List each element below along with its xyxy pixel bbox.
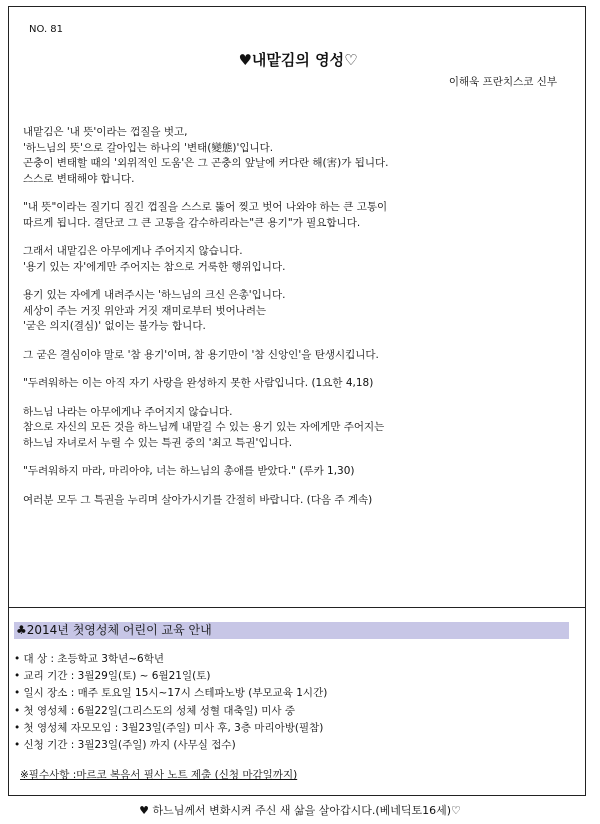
issue-number: NO. 81 bbox=[29, 24, 64, 35]
article-paragraph bbox=[23, 288, 568, 335]
paragraph-line: 내맡김은 '내 뜻'이라는 껍질을 벗고, bbox=[23, 126, 188, 138]
paragraph-line: 여러분 모두 그 특권을 누리며 살아가시기를 간절히 바랍니다. (다음 주 계속) bbox=[23, 493, 373, 506]
notice-item: • 일시 장소 : 매주 토요일 15시~17시 스테파노방 (부모교육 1시간) bbox=[14, 687, 328, 700]
paragraph-line: "내 뜻"이라는 질기디 질긴 껍질을 스스로 뚫어 찢고 벗어 나와야 하는 큰 고통이 bbox=[23, 201, 388, 213]
article-paragraph bbox=[23, 493, 568, 509]
paragraph-line: 참으로 자신의 모든 것을 하느님께 내맡길 수 있는 용기 있는 자에게만 주어지는 bbox=[23, 421, 385, 433]
notice-item: • 대 상 : 초등학교 3학년~6학년 bbox=[14, 653, 165, 665]
article-paragraph bbox=[23, 125, 568, 187]
article-author: 이해욱 프란치스코 신부 bbox=[448, 76, 557, 88]
paragraph-line: 따르게 됩니다. 결단코 그 큰 고통을 감수하리라는"큰 용기"가 필요합니다. bbox=[23, 216, 361, 229]
notice-requirement: ※필수사항 :마르코 복음서 필사 노트 제출 (신청 마감일까지) bbox=[20, 769, 298, 781]
paragraph-line: '하느님의 뜻'으로 갈아입는 하나의 '변태(變態)'입니다. bbox=[23, 141, 274, 154]
paragraph-line: 스스로 변태해야 합니다. bbox=[23, 172, 135, 185]
footer-quote: ♥ 하느님께서 변화시켜 주신 새 삶을 살아갑시다.(베네딕토16세)♡ bbox=[139, 804, 461, 817]
paragraph-line: '굳은 의지(결심)' 없이는 불가능 합니다. bbox=[23, 320, 206, 332]
article-paragraph bbox=[23, 244, 568, 275]
notice-list bbox=[14, 651, 569, 754]
paragraph-line: 세상이 주는 거짓 위안과 거짓 재미로부터 벗어나려는 bbox=[23, 304, 267, 317]
article-title: ♥내맡김의 영성♡ bbox=[238, 51, 358, 69]
paragraph-line: 곤충이 변태할 때의 '외위적인 도움'은 그 곤충의 앞날에 커다란 해(害)가 됩니다. bbox=[23, 157, 389, 169]
notice-item: • 신청 기간 : 3월23일(주일) 까지 (사무실 접수) bbox=[14, 739, 236, 752]
paragraph-line: "두려워하지 마라, 마리아야, 너는 하느님의 총애를 받았다." (루카 1,30) bbox=[23, 465, 355, 477]
paragraph-line: 그 굳은 결심이야 말로 '참 용기'이며, 참 용기만이 '참 신앙인'을 탄생시킵니다. bbox=[23, 348, 379, 361]
article-paragraph bbox=[23, 464, 568, 480]
article-paragraph bbox=[23, 348, 568, 364]
notice-item: • 첫 영성체 자모모임 : 3월23일(주일) 미사 후, 3층 마리아방(필참) bbox=[14, 721, 324, 734]
notice-title: ♣2014년 첫영성체 어린이 교육 안내 bbox=[16, 623, 212, 637]
paragraph-line: "두려워하는 이는 아직 자기 사랑을 완성하지 못한 사람입니다. (1요한 4,18) bbox=[23, 377, 374, 389]
paragraph-line: '용기 있는 자'에게만 주어지는 참으로 거룩한 행위입니다. bbox=[23, 260, 286, 273]
article-paragraph bbox=[23, 376, 568, 392]
article-paragraph bbox=[23, 405, 568, 452]
paragraph-line: 용기 있는 자에게 내려주시는 '하느님의 크신 은총'입니다. bbox=[23, 289, 286, 301]
paragraph-line: 그래서 내맡김은 아무에게나 주어지지 않습니다. bbox=[23, 245, 243, 257]
article-paragraph bbox=[23, 200, 568, 231]
article-body bbox=[23, 125, 568, 521]
section-divider bbox=[9, 607, 585, 608]
notice-title-bar bbox=[14, 622, 569, 639]
notice-item: • 교리 기간 : 3월29일(토) ~ 6월21일(토) bbox=[14, 670, 211, 683]
paragraph-line: 하느님 나라는 아무에게나 주어지지 않습니다. bbox=[23, 405, 233, 418]
paragraph-line: 하느님 자녀로서 누릴 수 있는 특권 중의 '최고 특권'입니다. bbox=[23, 436, 293, 449]
notice-item: • 첫 영성체 : 6월22일(그리스도의 성체 성혈 대축일) 미사 중 bbox=[14, 704, 296, 717]
